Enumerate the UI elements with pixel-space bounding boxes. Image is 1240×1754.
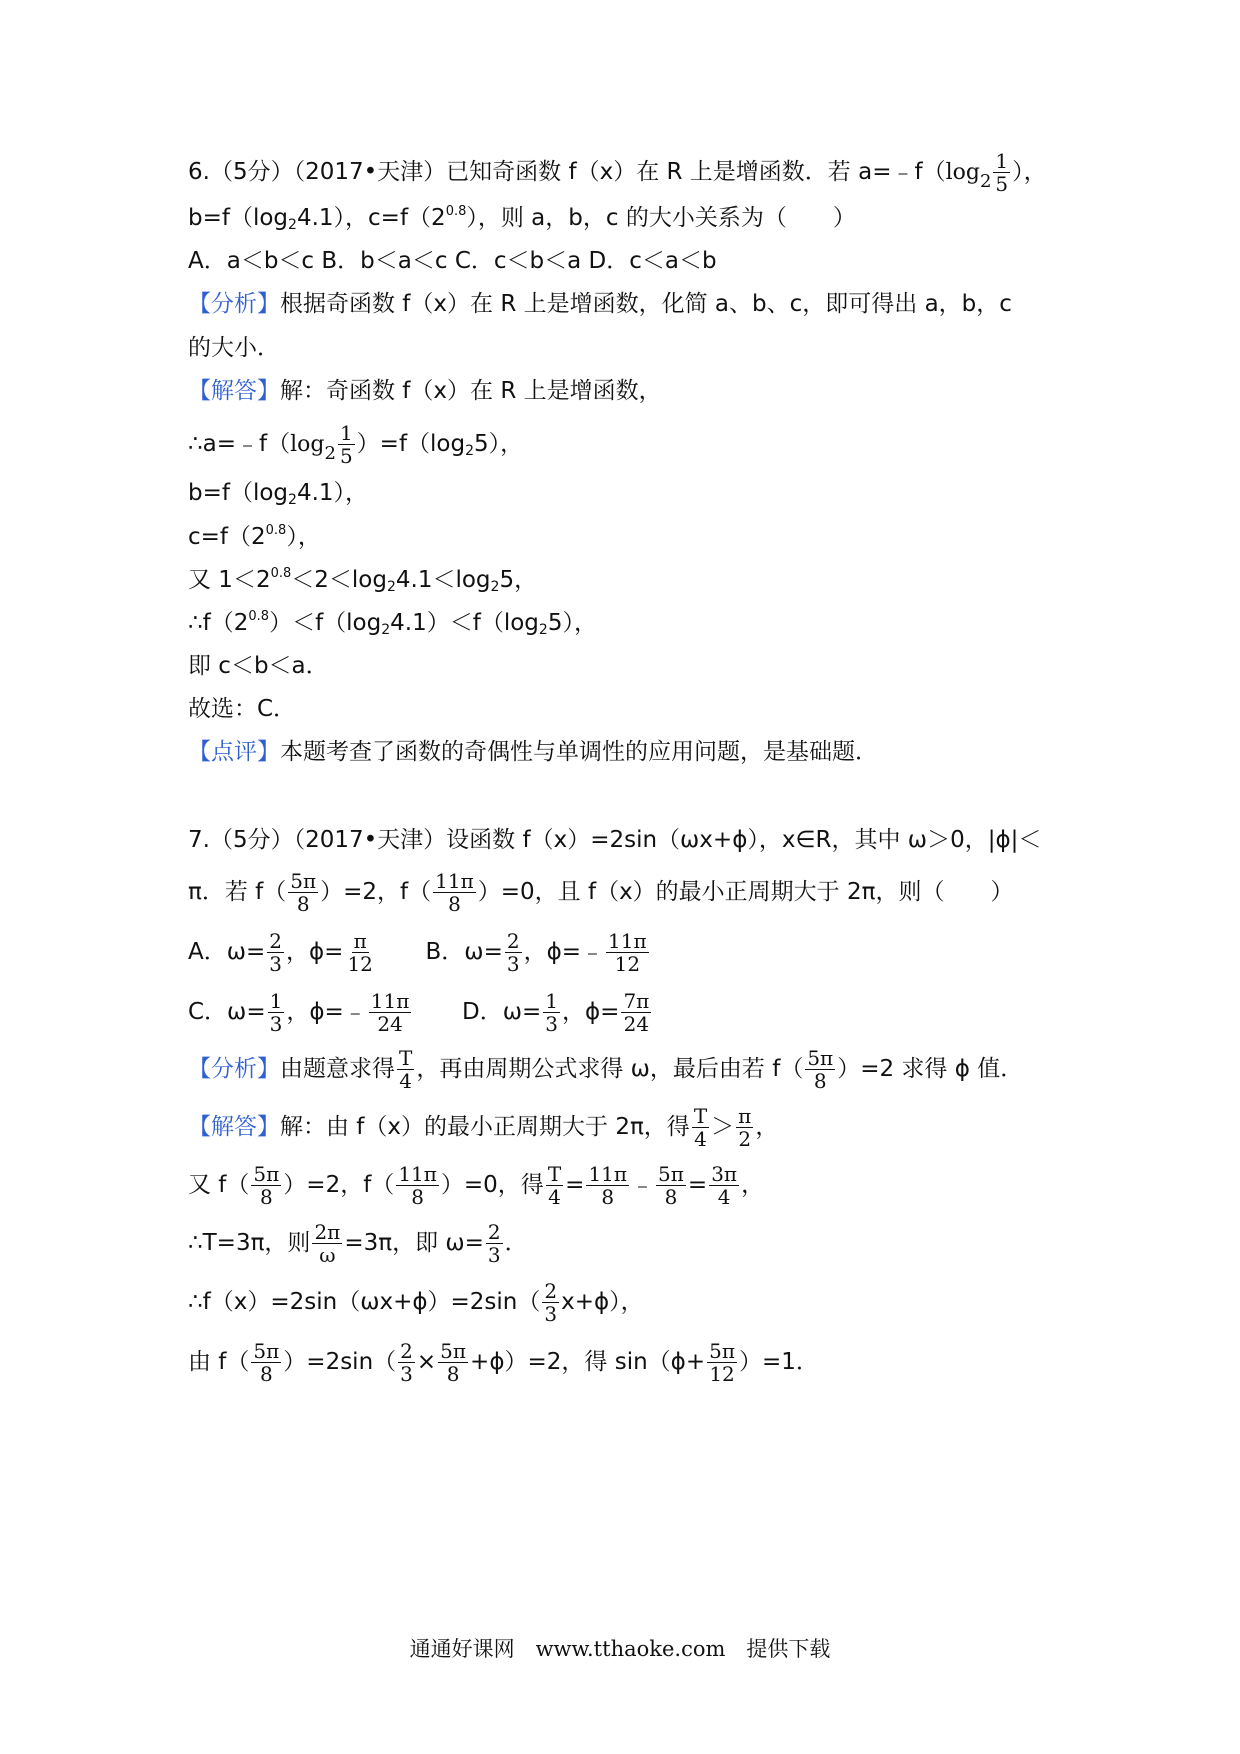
q6-solution-step-b: $b=f(\log_24.1)$， bbox=[188, 480, 369, 508]
log-symbol: log bbox=[945, 160, 980, 185]
q7-analysis: 【分析】由题意求得 $\frac{T}{4}$ ，再由周期公式求得 ω，最后由若 f（ $\frac{5\pi}{8}$ ）=2 求得 ϕ 值． bbox=[188, 1046, 1024, 1093]
q7-option-b: B．ω= $\frac{2}{3}$ ，ϕ=﹣ $\frac{11\pi}{12}$ bbox=[425, 929, 647, 976]
q6-solution-step-e: $\therefore f(2^{0.8})<f(\log_24.1)<f(\log_25)$， bbox=[188, 609, 597, 638]
q7-stem-line-2: π．若 f（ $\frac{5\pi}{8}$ ）=2，f（ $\frac{11\pi}{8}$ ）=0，且 f（x）的最小正周期大于 2π，则（ ） bbox=[188, 869, 1014, 916]
fraction-one-fifth: $\frac{1}{5}$ bbox=[995, 149, 1009, 196]
q7-solution-step-d: 由 f（ $\frac{5\pi}{8}$ ）=2sin（ $\frac{2}{3}$ × $\frac{5\pi}{8}$ +ϕ）=2，得 sin（ϕ+ $\frac{5\pi}{12}$ ）=1． bbox=[188, 1339, 819, 1386]
q6-options: A．a＜b＜c B．b＜a＜c C．c＜b＜a D．c＜a＜b bbox=[188, 248, 717, 274]
q7-option-d: D．ω= $\frac{1}{3}$ ，ϕ= $\frac{7\pi}{24}$ bbox=[462, 989, 650, 1036]
q6-answer: 故选：C． bbox=[188, 696, 297, 722]
q7-stem-line-1: 7.（5分）（2017•天津）设函数 f（x）=2sin（ωx+ϕ），x∈R，其中 ω＞0，|ϕ|＜ bbox=[188, 827, 1042, 853]
q7-solution: 【解答】解：由 f（x）的最小正周期大于 2π，得 $\frac{T}{4}$ ＞ $\frac{\pi}{2}$ ， bbox=[188, 1104, 779, 1151]
page-footer: 通通好课网 www.tthaoke.com 提供下载 bbox=[409, 1637, 831, 1661]
q7-options-ab bbox=[188, 930, 1068, 975]
q6-solution-step-f: 即 c＜b＜a． bbox=[188, 653, 329, 679]
q7-solution-step-c: ∴f（x）=2sin（ωx+ϕ）=2sin（ $\frac{2}{3}$ x+ϕ）， bbox=[188, 1279, 644, 1326]
q7-solution-step-b: ∴T=3π，则 $\frac{2\pi}{\omega}$ =3π，即 ω= $\frac{2}{3}$ ． bbox=[188, 1220, 528, 1267]
q6-analysis-cont: 的大小． bbox=[188, 335, 280, 361]
solution-tag: 【解答】 bbox=[188, 378, 280, 404]
q7-solution-step-a: 又 f（ $\frac{5\pi}{8}$ ）=2，f（ $\frac{11\pi}{8}$ ）=0，得 $\frac{T}{4}$ = $\frac{11\pi}{8}$ ﹣ $\frac{5\pi}{8}$ = $\frac{3\pi}{4}$ ， bbox=[188, 1162, 765, 1209]
q6-solution-step-a: $\therefore a=﹣f(\log_2$ $\frac{1}{5}$ ）$=f(\log_25)$， bbox=[188, 421, 524, 468]
analysis-tag: 【分析】 bbox=[188, 1056, 280, 1082]
q6-solution-step-c: $c=f(2^{0.8})$， bbox=[188, 523, 321, 550]
q7-options-cd bbox=[188, 990, 1068, 1035]
q7-option-a: A．ω= $\frac{2}{3}$ ，ϕ= $\frac{\pi}{12}$ bbox=[188, 929, 373, 976]
q6-stem-text: 6.（5分）（2017•天津）已知奇函数 f（x）在 R 上是增函数．若 a=﹣f（ bbox=[188, 159, 946, 185]
q6-stem-line-2: $b=f(\log_24.1)$，$c=f(2^{0.8})$，则 a，b，c 的大小关系为（ ） bbox=[188, 204, 856, 233]
q6-stem-line-1: 6.（5分）（2017•天津）已知奇函数 f（x）在 R 上是增函数．若 $a=﹣f(\log_2$ $\frac{1}{5}$ ）， bbox=[188, 149, 1047, 196]
q6-comment: 【点评】本题考查了函数的奇偶性与单调性的应用问题，是基础题． bbox=[188, 739, 878, 765]
q6-solution: 【解答】解：奇函数 f（x）在 R 上是增函数， bbox=[188, 378, 662, 404]
q6-analysis: 【分析】根据奇函数 f（x）在 R 上是增函数，化简 a、b、c，即可得出 a，b，c bbox=[188, 291, 1012, 317]
solution-tag: 【解答】 bbox=[188, 1114, 280, 1140]
comment-tag: 【点评】 bbox=[188, 739, 280, 765]
analysis-tag: 【分析】 bbox=[188, 291, 280, 317]
q6-solution-step-d: 又 $1<2^{0.8}<2<\log_24.1<\log_25$， bbox=[188, 566, 538, 595]
log-base: 2 bbox=[979, 171, 992, 192]
q7-option-c: C．ω= $\frac{1}{3}$ ，ϕ=﹣ $\frac{11\pi}{24}$ bbox=[188, 989, 410, 1036]
